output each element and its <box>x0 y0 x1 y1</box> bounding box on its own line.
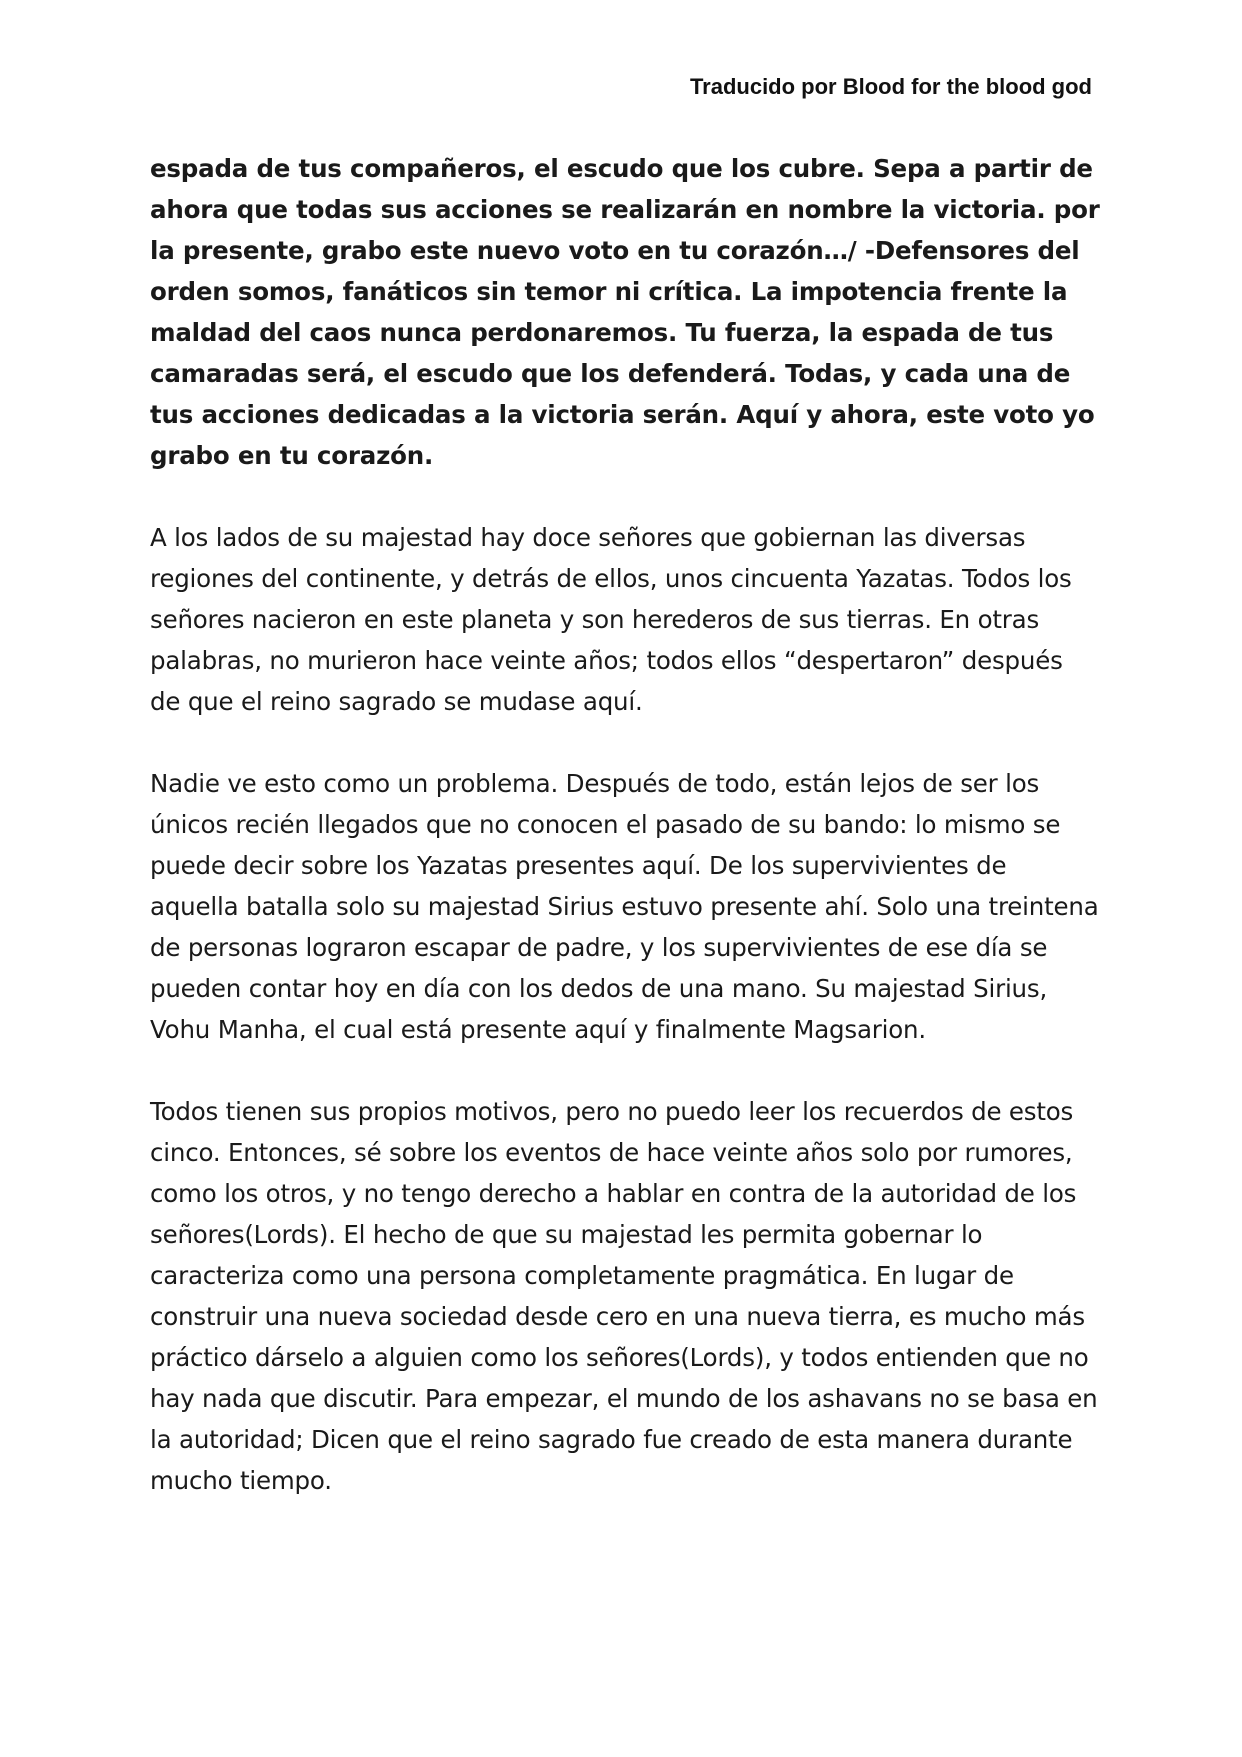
document-body <box>150 148 1100 1542</box>
paragraph-vow: espada de tus compañeros, el escudo que los cubre. Sepa a partir de ahora que todas sus acciones se realizarán en nombre la victoria. por la presente, grabo este nuevo voto en tu corazón…/ -Defensores del orden somos, fanáticos sin temor ni crítica. La impotencia frente la maldad del caos nunca perdonaremos. Tu fuerza, la espada de tus camaradas será, el escudo que los defenderá. Todas, y cada una de tus acciones dedicadas a la victoria serán. Aquí y ahora, este voto yo grabo en tu corazón. <box>150 154 1100 470</box>
paragraph-survivors: Nadie ve esto como un problema. Después de todo, están lejos de ser los únicos recién llegados que no conocen el pasado de su bando: lo mismo se puede decir sobre los Yazatas presentes aquí. De los supervivientes de aquella batalla solo su majestad Sirius estuvo presente ahí. Solo una treintena de personas lograron escapar de padre, y los supervivientes de ese día se pueden contar hoy en día con los dedos de una mano. Su majestad Sirius, Vohu Manha, el cual está presente aquí y finalmente Magsarion. <box>150 769 1099 1044</box>
paragraph-authority: Todos tienen sus propios motivos, pero no puedo leer los recuerdos de estos cinco. Entonces, sé sobre los eventos de hace veinte años solo por rumores, como los otros, y no tengo derecho a hablar en contra de la autoridad de los señores(Lords). El hecho de que su majestad les permita gobernar lo caracteriza como una persona completamente pragmática. En lugar de construir una nueva sociedad desde cero en una nueva tierra, es mucho más práctico dárselo a alguien como los señores(Lords), y todos entienden que no hay nada que discutir. Para empezar, el mundo de los ashavans no se basa en la autoridad; Dicen que el reino sagrado fue creado de esta manera durante mucho tiempo. <box>150 1097 1098 1495</box>
translator-credit: Traducido por Blood for the blood god <box>689 74 1092 99</box>
paragraph-lords: A los lados de su majestad hay doce señores que gobiernan las diversas regiones del continente, y detrás de ellos, unos cincuenta Yazatas. Todos los señores nacieron en este planeta y son herederos de sus tierras. En otras palabras, no murieron hace veinte años; todos ellos “despertaron” después de que el reino sagrado se mudase aquí. <box>150 523 1072 716</box>
